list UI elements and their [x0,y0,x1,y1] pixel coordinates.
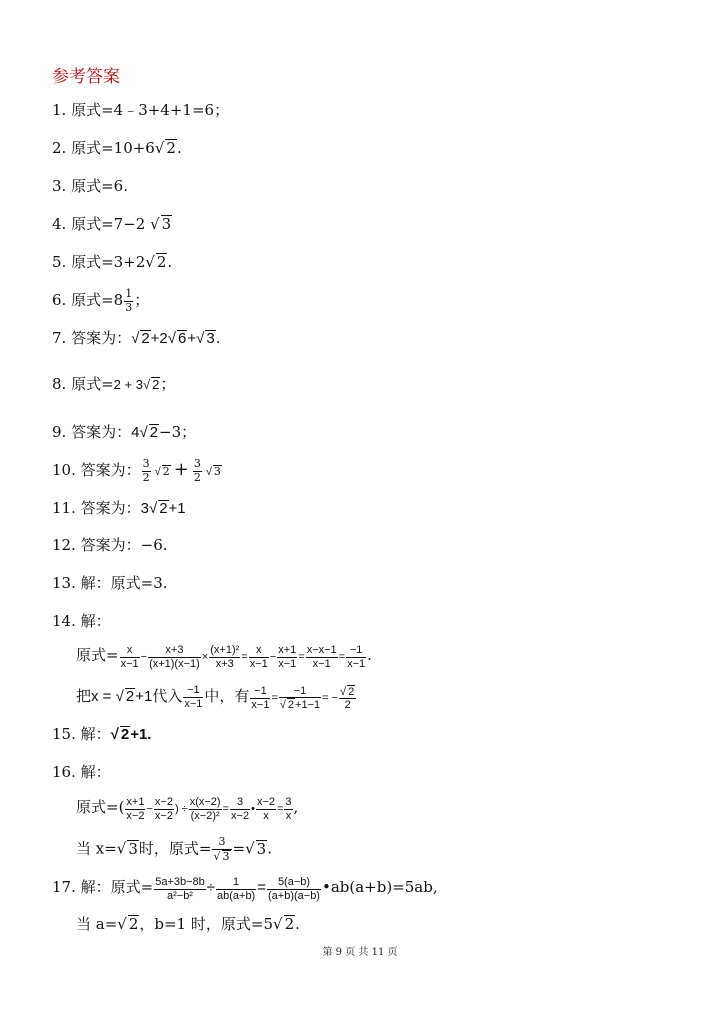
numerator: x−x−1 [306,644,337,656]
denominator: x−1 [347,657,366,670]
radical-sign-icon: √ [340,685,347,698]
numerator: x [120,644,140,658]
numerator: x+3 [148,644,201,658]
answer-12: 12. 答案为：−6. [52,536,168,554]
operator: = [338,651,346,664]
answer-2-text: 2. 原式=10+6 [52,139,155,157]
numerator: −1 [346,644,366,658]
radical-sign-icon: √ [154,139,165,157]
denominator: (a+b)(a−b) [268,889,320,902]
tail-text: •ab(a+b)=5ab, [321,878,438,897]
answer-6-text: 6. 原式=8 [52,291,124,310]
answer-15 [52,724,151,745]
operator: = [232,839,246,858]
radical-sign-icon: √ [117,915,127,933]
radical-sign-icon: √ [151,466,161,479]
radical-sign-icon: √ [148,500,158,517]
fraction [125,796,145,822]
expression [249,684,357,712]
text: 中，有 [204,687,250,706]
denominator: x [263,809,269,822]
fraction [189,796,222,822]
fraction [230,796,250,822]
denominator: a²−b² [166,889,193,902]
operator: = [276,803,284,816]
numerator: (x+1)² [210,644,240,656]
radical-sign-icon: √ [245,839,255,858]
fraction [256,796,276,822]
answer-9 [52,422,196,443]
answer-2-radicand: 2 [166,139,176,157]
fraction [142,458,151,484]
radicand: 6 [178,330,187,347]
numerator: 3 [193,457,201,470]
radicand: 2 [284,915,295,933]
numerator: x(x−2) [189,796,221,808]
answer-2 [52,138,182,158]
answer-11-text: 11. 答案为： [52,499,141,517]
answer-8-end: ； [160,375,176,393]
answer-10 [52,458,222,484]
fraction [277,644,297,670]
fraction [346,644,366,670]
operator: × [201,651,209,664]
denominator: x−1 [249,657,268,670]
denominator: ab(a+b) [217,889,256,902]
answer-4-radicand: 3 [161,215,172,233]
radical-sign-icon: √ [167,330,177,347]
text: 时，原式= [138,839,212,858]
radicand: 3 [128,839,138,858]
numerator: −1 [183,684,203,698]
plus-sign: + [173,459,189,481]
fraction [124,288,133,314]
answer-4 [52,214,172,234]
end-mark: . [267,839,272,858]
radical-sign-icon: √ [131,330,140,347]
page-footer: 第 9 页 共 11 页 [322,947,398,958]
radical-sign-icon: √ [110,726,119,743]
answer-8-text: 8. 原式= [52,375,114,393]
fraction [267,876,321,902]
answer-16-line-2 [76,836,272,863]
denominator: x−2 [126,809,145,822]
expression [153,876,322,902]
answer-14-line-2 [76,684,357,712]
answer-7-expr [131,330,216,347]
answer-17 [52,876,438,902]
text: 把 [76,687,92,706]
fraction [284,796,292,822]
denominator: 2 [344,699,351,712]
answer-4-text: 4. 原式=7−2 [52,215,151,233]
answer-7-end: . [215,329,221,347]
radicand: 2 [120,726,130,743]
radicand: 3 [213,465,221,479]
radical-sign-icon: √ [115,688,124,706]
answer-6-end: ； [134,291,150,310]
answer-14-line-1 [76,644,372,670]
numerator: −1 [250,685,270,699]
radical-sign-icon: √ [279,699,286,712]
numerator: −1 [279,685,321,699]
radicand: 2 [141,330,150,347]
numerator: 5a+3b−8b [155,876,205,888]
answer-3: 3. 原式=6. [52,177,128,195]
operator: − [146,803,153,816]
numerator [339,685,356,700]
fraction [306,644,338,670]
lead-text: 原式=( [76,798,125,817]
radicand: 2 [287,699,295,712]
lead-text: 17. 解：原式= [52,878,154,897]
radical-sign-icon: √ [213,849,221,863]
text: 当 a= [76,915,118,933]
operator: ÷ [206,879,215,897]
denominator: x−1 [312,657,331,670]
term: 3 [140,500,149,517]
end-mark: , [293,798,299,817]
radical-sign-icon: √ [116,839,127,858]
fraction [250,685,270,711]
operator: = [222,803,230,816]
numerator: x+1 [126,796,145,808]
fraction [193,458,202,484]
radical-sign-icon: √ [139,424,148,441]
radical-sign-icon: √ [273,915,283,933]
radicand: 2 [128,915,139,933]
denominator: (x−2)² [190,809,220,822]
end-mark: . [367,646,372,665]
term: +2 [150,330,168,347]
term: x = [91,688,116,706]
answer-7-text: 7. 答案为： [52,329,132,347]
answer-10-text: 10. 答案为： [52,461,141,480]
text: 当 x= [76,839,117,858]
answer-1: 1. 原式=4﹣3+4+1=6； [52,101,230,119]
text: 代入 [152,687,183,706]
denominator: x−1 [184,697,203,710]
fraction [154,876,206,902]
answer-16-line-1 [76,796,298,822]
radicand: 2 [162,465,170,479]
answer-11 [52,498,186,519]
answer-5-radicand: 2 [156,253,167,271]
answer-9-text: 9. 答案为： [52,423,132,441]
denominator: x [285,809,292,822]
radical-sign-icon: √ [150,215,160,233]
numerator: x−2 [256,796,275,808]
fraction [339,685,356,712]
operator: = [271,692,278,705]
answer-5-end: . [167,253,173,271]
term: +1 [135,688,153,706]
expression [119,644,368,670]
expression [124,796,293,822]
expression [91,688,152,705]
operator: − [140,651,148,664]
radicand: 3 [222,849,230,863]
radicand: 2 [348,685,355,698]
fraction [154,796,174,822]
radical-sign-icon: √ [145,253,155,271]
fraction [120,644,140,670]
term: 2 + 3 [113,377,143,392]
fraction [148,644,201,670]
radical-sign-icon: √ [202,466,212,479]
denominator: 3 [125,300,133,314]
fraction [279,685,321,712]
numerator: 3 [212,836,231,850]
answer-15-text: 15. 解： [52,725,111,743]
answer-14: 14. 解： [52,612,111,630]
page-title: 参考答案 [52,67,120,87]
answer-8-expr [114,377,161,392]
numerator: x+1 [278,644,297,656]
fraction [216,876,256,902]
denominator: x−2 [231,809,250,822]
fraction [249,644,269,670]
radical-sign-icon: √ [142,377,151,392]
answer-15-expr [111,726,152,743]
answer-17-line-2 [76,914,300,934]
denominator: (x+1)(x−1) [149,657,200,670]
answer-7 [52,328,220,349]
term: + [187,330,197,347]
denominator [212,850,231,864]
operator: ) ÷ [174,803,188,816]
denominator: x−2 [154,809,173,822]
numerator: 1 [125,287,133,300]
numerator: x [249,644,269,658]
lead-text: 原式= [76,646,119,665]
operator: = [241,651,248,664]
answer-11-expr [141,500,186,517]
answer-5 [52,252,172,272]
numerator: 3 [285,796,292,808]
answer-2-end: . [176,139,182,157]
fraction [212,836,231,863]
radicand: 2 [149,424,159,441]
denominator: x−1 [120,657,139,670]
operator: = [298,651,305,664]
operator: = [257,879,266,897]
answer-16: 16. 解： [52,763,111,781]
radicand: 2 [125,688,135,706]
answer-6 [52,288,149,314]
answer-9-expr [131,424,159,441]
operator: = − [322,692,339,705]
end-mark: . [295,915,300,933]
radical-sign-icon: √ [196,330,205,347]
answer-13: 13. 解：原式=3. [52,574,168,592]
answer-8 [52,374,175,395]
denominator: x−1 [278,657,297,670]
radicand: 2 [152,377,160,392]
denominator: x+3 [215,657,234,670]
operator: − [269,651,277,664]
term: +1 [168,500,186,517]
fraction [209,644,240,670]
radicand: 2 [159,500,168,517]
radicand: 3 [256,839,267,858]
denominator: 2 [193,470,201,484]
numerator: x−2 [154,796,173,808]
denominator: 2 [142,470,150,484]
fraction [183,684,203,710]
answer-5-text: 5. 原式=3+2 [52,253,146,271]
numerator: 3 [230,796,250,810]
numerator: 1 [216,876,256,890]
answer-9-end: −3； [159,423,197,441]
denominator: x−1 [251,698,270,711]
term: 4 [131,424,140,441]
radicand: 3 [206,330,215,347]
term: +1. [130,726,152,743]
numerator: 3 [142,457,150,470]
text: ，b=1 时，原式=5 [139,915,273,933]
term: +1−1 [295,699,321,712]
numerator: 5(a−b) [267,876,321,890]
operator: • [251,803,255,816]
denominator [279,698,321,712]
